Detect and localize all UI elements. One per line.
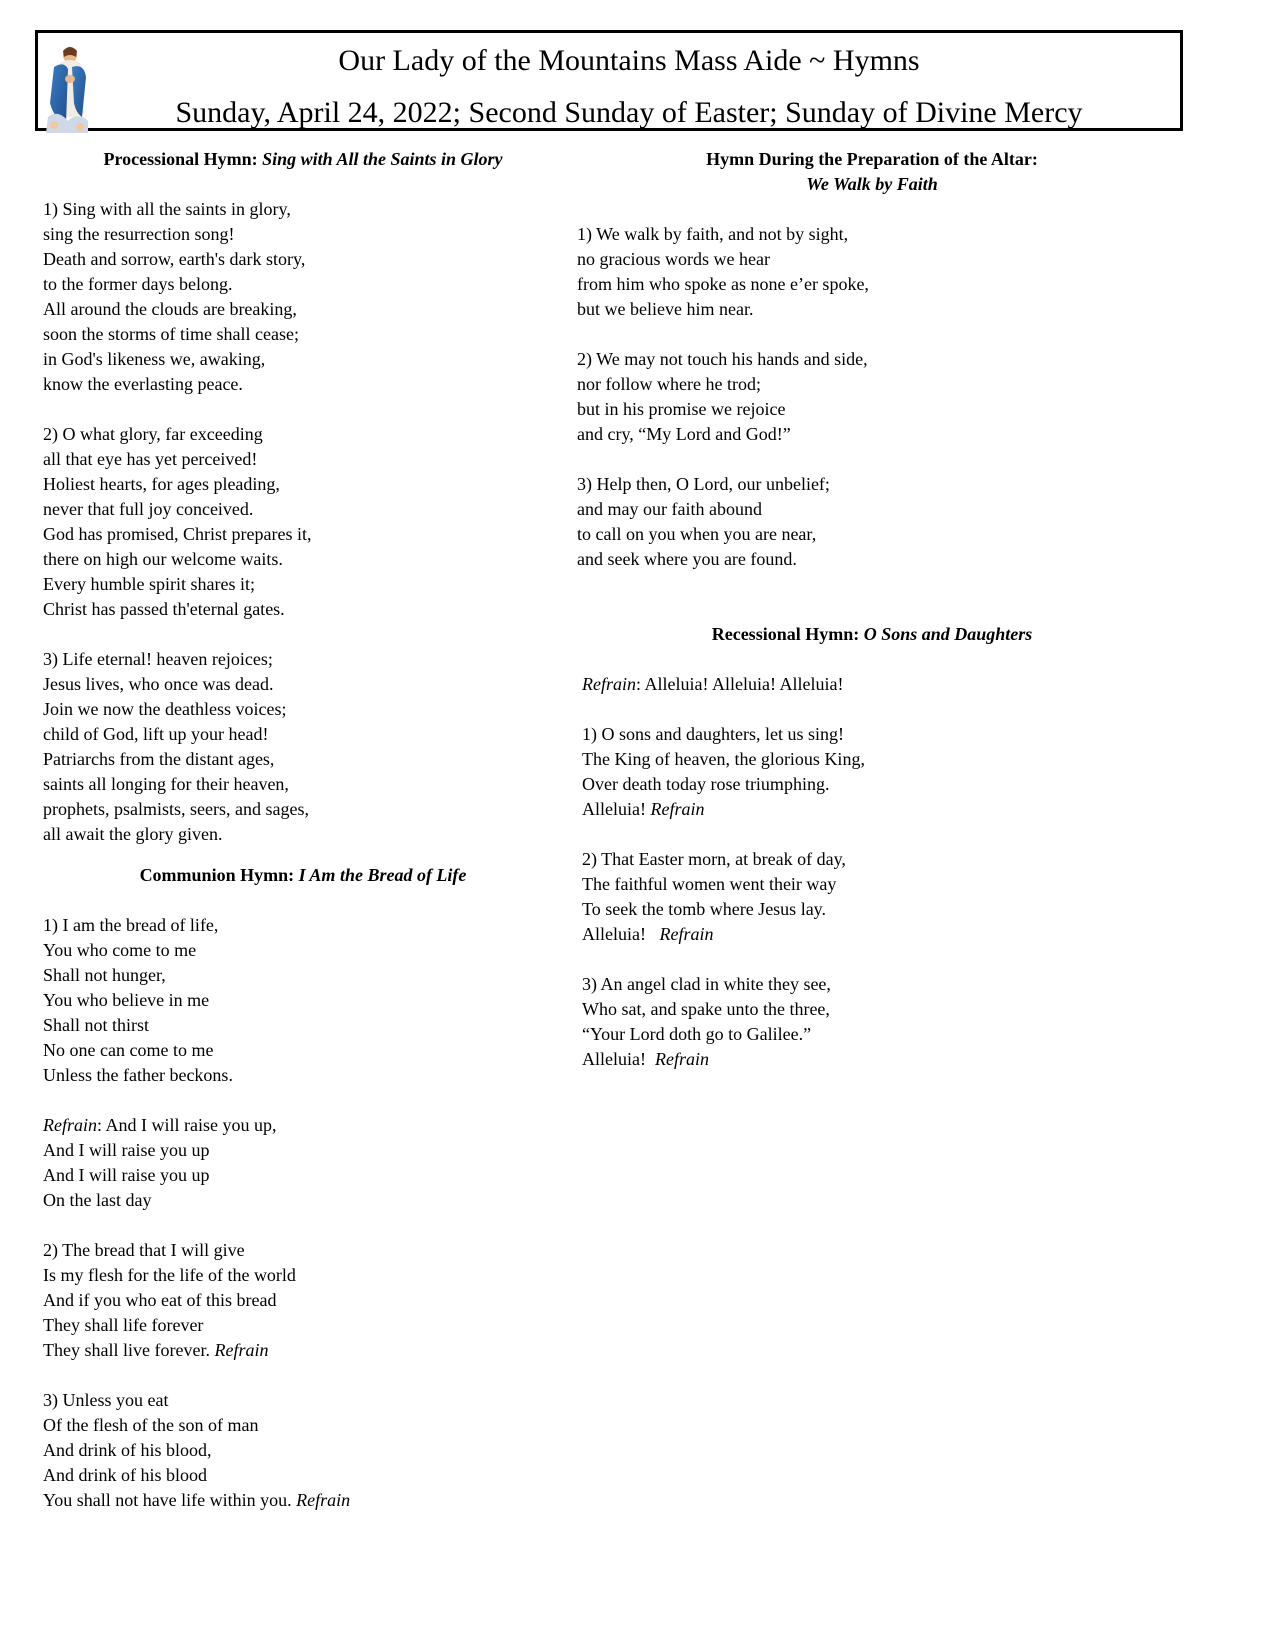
lyric-line: saints all longing for their heaven, [43, 774, 289, 794]
refrain-label: Refrain [43, 1115, 97, 1135]
lyric-line: 1) O sons and daughters, let us sing! [582, 724, 844, 744]
lyric-line: And if you who eat of this bread [43, 1290, 277, 1310]
lyric-line: On the last day [43, 1190, 152, 1210]
preparation-verse-3 [577, 472, 1177, 572]
recessional-verse-2: 2) That Easter morn, at break of day, The faithful women went their way To seek the tomb where Jesus lay. Alleluia! Refrain [577, 847, 1177, 947]
lyric-line: in God's likeness we, awaking, [43, 349, 266, 369]
lyric-line: 2) We may not touch his hands and side, [577, 349, 868, 369]
lyric-line: To seek the tomb where Jesus lay. [582, 899, 827, 919]
lyric-line: Of the flesh of the son of man [43, 1415, 259, 1435]
lyric-line: 3) An angel clad in white they see, [582, 974, 831, 994]
recessional-verse-3: 3) An angel clad in white they see, Who sat, and spake unto the three, “Your Lord doth go to Galilee.” Alleluia! Refrain [577, 972, 1177, 1072]
lyric-line: know the everlasting peace. [43, 374, 243, 394]
lyric-line: And I will raise you up [43, 1165, 210, 1185]
lyric-line: Shall not hunger, [43, 965, 166, 985]
lyric-line: Is my flesh for the life of the world [43, 1265, 296, 1285]
processional-verse-1 [43, 197, 563, 397]
communion-verse-2: 2) The bread that I will give Is my flesh for the life of the world And if you who eat of this bread They shall life forever They shall live forever. Refrain [43, 1238, 563, 1363]
processional-verse-2 [43, 422, 563, 622]
lyric-line: The faithful women went their way [582, 874, 837, 894]
recessional-refrain: Refrain: Alleluia! Alleluia! Alleluia! [582, 674, 844, 694]
lyric-line: All around the clouds are breaking, [43, 299, 297, 319]
communion-verse-3: 3) Unless you eat Of the flesh of the son of man And drink of his blood, And drink of his blood You shall not have life within you. Refrain [43, 1388, 563, 1513]
left-column [43, 147, 563, 1513]
lyric-line: Holiest hearts, for ages pleading, [43, 474, 280, 494]
lyric-line: prophets, psalmists, seers, and sages, [43, 799, 309, 819]
lyric-line: You who come to me [43, 940, 197, 960]
processional-verse-3 [43, 647, 563, 847]
lyric-line: but in his promise we rejoice [577, 399, 786, 419]
lyric-line: Unless the father beckons. [43, 1065, 233, 1085]
lyric-line: 2) That Easter morn, at break of day, [582, 849, 846, 869]
lyric-line: sing the resurrection song! [43, 224, 235, 244]
lyric-line: and seek where you are found. [577, 549, 797, 569]
lyric-line: and may our faith abound [577, 499, 762, 519]
lyric-line: They shall life forever [43, 1315, 204, 1335]
lyric-line: No one can come to me [43, 1040, 214, 1060]
lyric-line: 1) I am the bread of life, [43, 915, 219, 935]
lyric-line: all that eye has yet perceived! [43, 449, 258, 469]
lyric-line: Patriarchs from the distant ages, [43, 749, 275, 769]
lyric-line: Join we now the deathless voices; [43, 699, 287, 719]
lyric-line: all await the glory given. [43, 824, 223, 844]
lyric-line: You who believe in me [43, 990, 210, 1010]
lyric-line: Every humble spirit shares it; [43, 574, 255, 594]
lyric-line: from him who spoke as none e’er spoke, [577, 274, 869, 294]
lyric-line: to the former days belong. [43, 274, 233, 294]
lyric-line: nor follow where he trod; [577, 374, 761, 394]
page-title: Our Lady of the Mountains Mass Aide ~ Hymns [338, 44, 920, 77]
page-subtitle: Sunday, April 24, 2022; Second Sunday of Easter; Sunday of Divine Mercy [175, 96, 1083, 129]
communion-heading: Communion Hymn: I Am the Bread of Life [139, 865, 467, 885]
lyric-line: 1) We walk by faith, and not by sight, [577, 224, 849, 244]
lyric-line: never that full joy conceived. [43, 499, 254, 519]
lyric-line: “Your Lord doth go to Galilee.” [582, 1024, 812, 1044]
lyric-line: And drink of his blood, [43, 1440, 212, 1460]
lyric-line: child of God, lift up your head! [43, 724, 269, 744]
preparation-verse-2 [577, 347, 1177, 447]
right-column [577, 147, 1177, 1072]
lyric-line: Christ has passed th'eternal gates. [43, 599, 285, 619]
recessional-verse-1: 1) O sons and daughters, let us sing! The King of heaven, the glorious King, Over death today rose triumphing. Alleluia! Refrain [577, 722, 1177, 822]
lyric-line: soon the storms of time shall cease; [43, 324, 299, 344]
lyric-line: to call on you when you are near, [577, 524, 817, 544]
lyric-line: but we believe him near. [577, 299, 754, 319]
lyric-line: Jesus lives, who once was dead. [43, 674, 274, 694]
lyric-line: no gracious words we hear [577, 249, 770, 269]
lyric-line: God has promised, Christ prepares it, [43, 524, 312, 544]
lyric-line: And I will raise you up [43, 1140, 210, 1160]
communion-refrain: Refrain: And I will raise you up, And I will raise you up And I will raise you up On the last day [43, 1113, 563, 1213]
lyric-line: Death and sorrow, earth's dark story, [43, 249, 306, 269]
lyric-line: And drink of his blood [43, 1465, 207, 1485]
lyric-line: 3) Help then, O Lord, our unbelief; [577, 474, 830, 494]
lyric-line: The King of heaven, the glorious King, [582, 749, 865, 769]
lyric-line: Over death today rose triumphing. [582, 774, 830, 794]
lyric-line: there on high our welcome waits. [43, 549, 283, 569]
preparation-heading: Hymn During the Preparation of the Altar: We Walk by Faith [706, 149, 1038, 194]
lyric-line: 3) Unless you eat [43, 1390, 169, 1410]
lyric-line: and cry, “My Lord and God!” [577, 424, 791, 444]
lyric-line: Who sat, and spake unto the three, [582, 999, 830, 1019]
preparation-verse-1 [577, 222, 1177, 322]
lyric-line: 3) Life eternal! heaven rejoices; [43, 649, 273, 669]
recessional-heading: Recessional Hymn: O Sons and Daughters [711, 624, 1033, 644]
processional-heading: Processional Hymn: Sing with All the Saints in Glory [103, 149, 503, 169]
lyric-line: 2) The bread that I will give [43, 1240, 245, 1260]
header-box [35, 30, 1183, 131]
lyric-line: Shall not thirst [43, 1015, 150, 1035]
communion-verse-1 [43, 913, 563, 1088]
lyric-line: 1) Sing with all the saints in glory, [43, 199, 291, 219]
lyric-line: 2) O what glory, far exceeding [43, 424, 263, 444]
